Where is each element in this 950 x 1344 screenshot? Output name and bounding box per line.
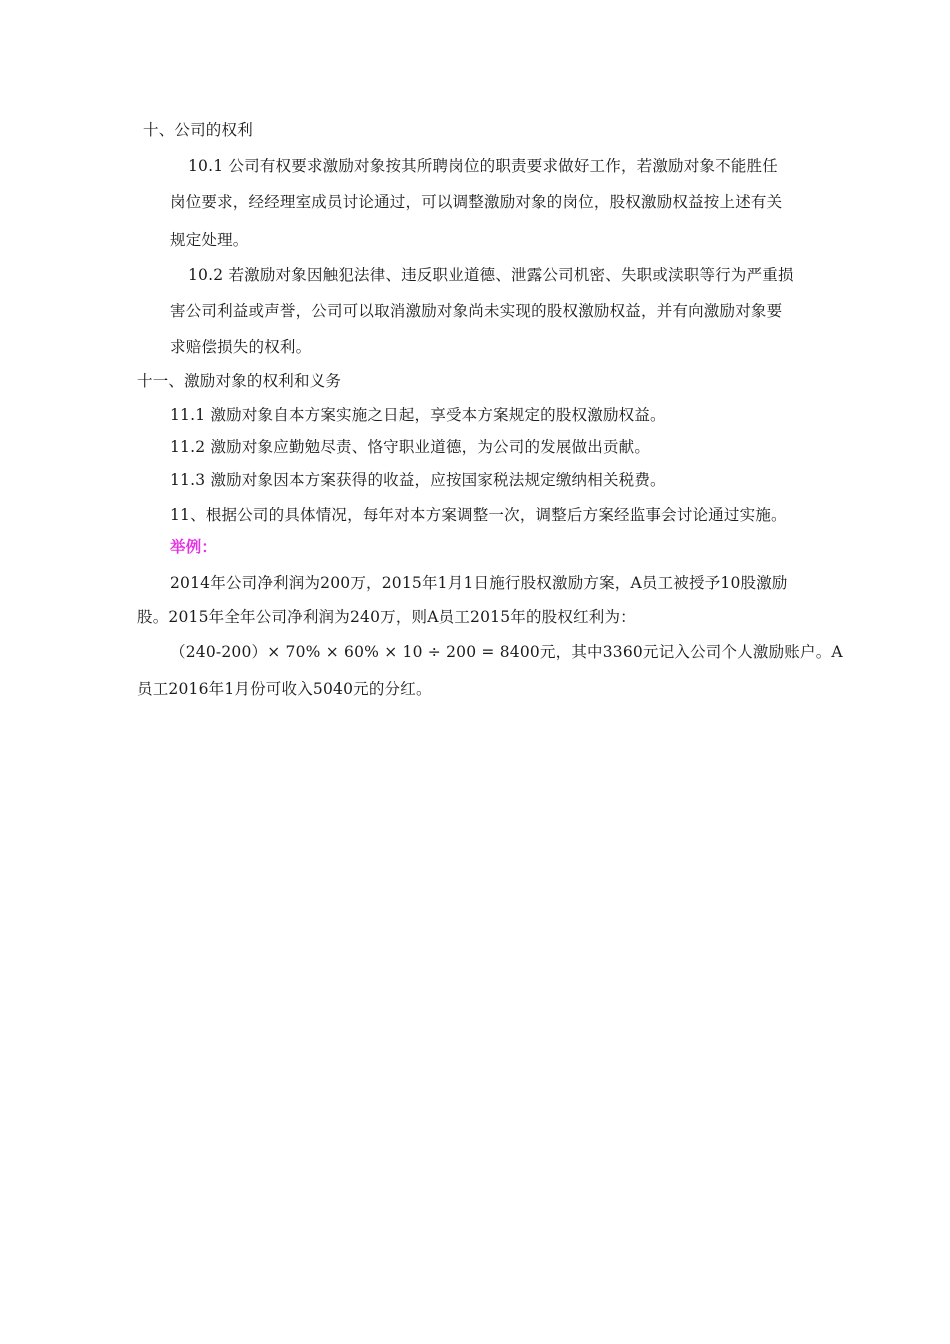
item-11-1: 11.1 激励对象自本方案实施之日起，享受本方案规定的股权激励权益。: [170, 406, 666, 424]
para-10-2-line-2: 害公司利益或声誉，公司可以取消激励对象尚未实现的股权激励权益，并有向激励对象要: [170, 302, 783, 320]
para-10-2-line-1: 10.2 若激励对象因触犯法律、违反职业道德、泄露公司机密、失职或渎职等行为严重损: [188, 266, 794, 284]
item-11-2: 11.2 激励对象应勤勉尽责、恪守职业道德，为公司的发展做出贡献。: [170, 438, 651, 456]
section-10-heading: 十、公司的权利: [143, 121, 253, 139]
example-calculation-line: （240-200）× 70% × 60% × 10 ÷ 200 = 8400元，其中3360元记入公司个人激励账户。A: [170, 643, 843, 661]
section-11-heading: 十一、激励对象的权利和义务: [137, 372, 342, 390]
para-10-1-line-2: 岗位要求，经经理室成员讨论通过，可以调整激励对象的岗位，股权激励权益按上述有关: [170, 193, 783, 211]
example-line-2: 股。2015年全年公司净利润为240万，则A员工2015年的股权红利为：: [137, 608, 636, 626]
para-10-2-line-3: 求赔偿损失的权利。: [170, 338, 312, 356]
para-10-1-line-1: 10.1 公司有权要求激励对象按其所聘岗位的职责要求做好工作，若激励对象不能胜任: [188, 157, 778, 175]
para-10-1-line-3: 规定处理。: [170, 231, 249, 249]
example-label: 举例：: [170, 537, 218, 556]
example-line-4: 员工2016年1月份可收入5040元的分红。: [137, 680, 432, 698]
example-line-1: 2014年公司净利润为200万，2015年1月1日施行股权激励方案，A员工被授予10股激励: [170, 574, 788, 592]
item-11-3: 11.3 激励对象因本方案获得的收益，应按国家税法规定缴纳相关税费。: [170, 471, 666, 489]
item-11-adjustment: 11、根据公司的具体情况，每年对本方案调整一次，调整后方案经监事会讨论通过实施。: [170, 506, 787, 524]
